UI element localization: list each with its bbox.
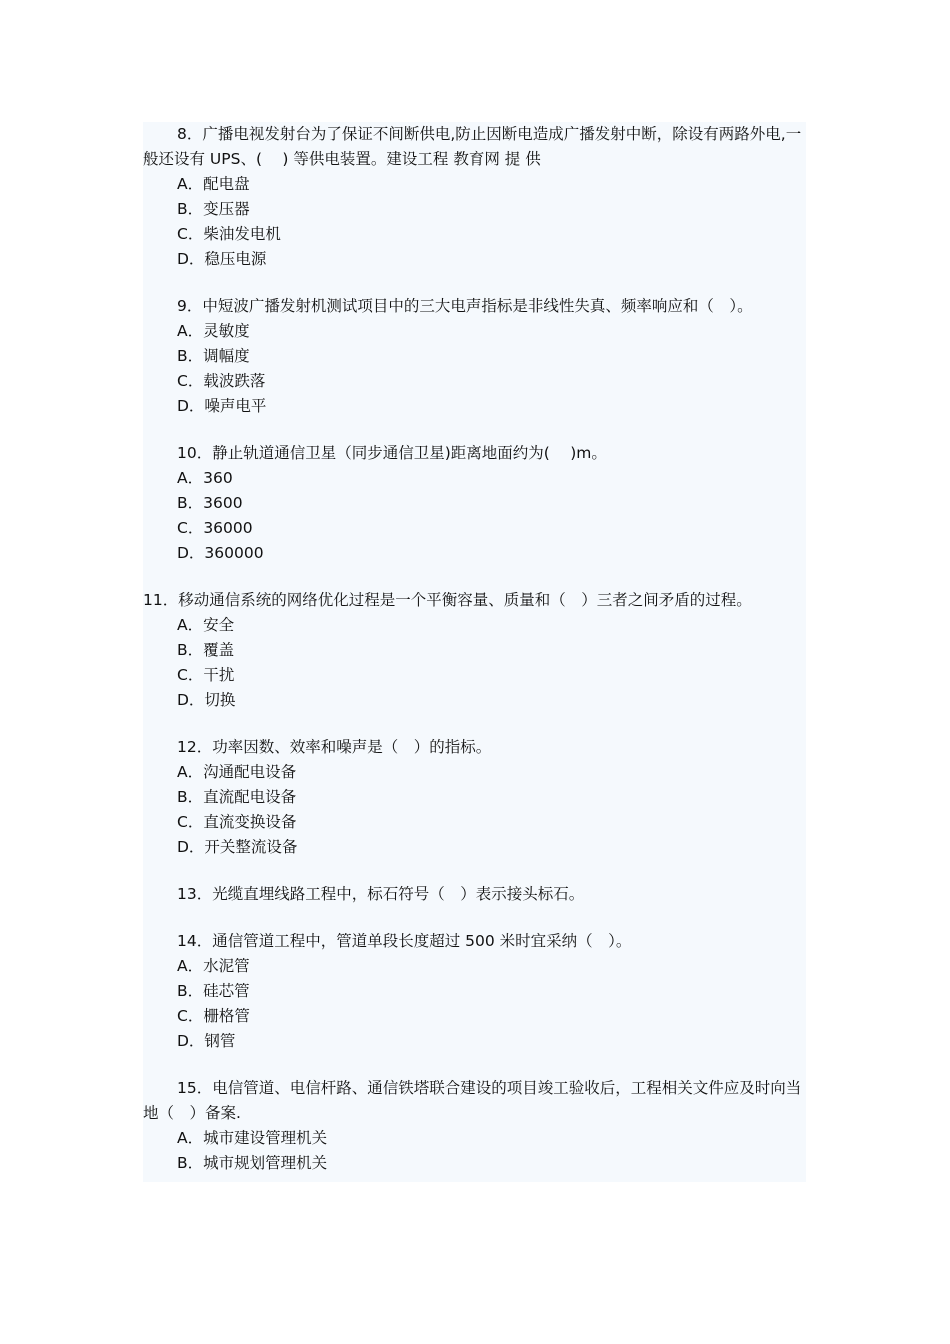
question-stem: 12．功率因数、效率和噪声是（ ）的指标。 <box>177 738 492 756</box>
question-stem: 15．电信管道、电信杆路、通信铁塔联合建设的项目竣工验收后，工程相关文件应及时向当地（ ）备案. <box>143 1079 802 1122</box>
question-stem: 14．通信管道工程中，管道单段长度超过 500 米时宜采纳（ ）。 <box>177 932 632 950</box>
question-14 <box>143 929 806 1054</box>
question-stem: 13．光缆直埋线路工程中，标石符号（ ）表示接头标石。 <box>177 885 585 903</box>
option-d: D．钢管 <box>177 1032 236 1050</box>
option-d: D．稳压电源 <box>177 250 267 268</box>
option-c: C．36000 <box>177 519 253 537</box>
option-d: D．切换 <box>177 691 236 709</box>
option-a: A．360 <box>177 469 233 487</box>
question-stem: 11．移动通信系统的网络优化过程是一个平衡容量、质量和（ ）三者之间矛盾的过程。 <box>143 591 752 609</box>
question-9 <box>143 294 806 419</box>
option-d: D．360000 <box>177 544 264 562</box>
option-a: A．安全 <box>177 616 235 634</box>
option-c: C．柴油发电机 <box>177 225 281 243</box>
option-c: C．干扰 <box>177 666 235 684</box>
option-d: D．噪声电平 <box>177 397 267 415</box>
question-12 <box>143 735 806 860</box>
option-b: B．直流配电设备 <box>177 788 297 806</box>
option-b: B．调幅度 <box>177 347 250 365</box>
option-d: D．开关整流设备 <box>177 838 298 856</box>
option-a: A．水泥管 <box>177 957 250 975</box>
option-b: B．硅芯管 <box>177 982 250 1000</box>
option-c: C．栅格管 <box>177 1007 250 1025</box>
option-b: B．变压器 <box>177 200 250 218</box>
option-a: A．城市建设管理机关 <box>177 1129 328 1147</box>
question-15 <box>143 1076 806 1176</box>
question-13 <box>143 882 806 907</box>
question-8 <box>143 122 806 272</box>
question-stem: 9．中短波广播发射机测试项目中的三大电声指标是非线性失真、频率响应和（ ）。 <box>177 297 753 315</box>
option-c: C．载波跌落 <box>177 372 266 390</box>
question-11 <box>143 588 806 713</box>
exam-document <box>143 122 806 1182</box>
option-c: C．直流变换设备 <box>177 813 297 831</box>
option-b: B．覆盖 <box>177 641 235 659</box>
question-10 <box>143 441 806 566</box>
question-stem: 8．广播电视发射台为了保证不间断供电,防止因断电造成广播发射中断，除设有两路外电,一般还设有 UPS、( ) 等供电装置。建设工程 教育网 提 供 <box>143 125 802 168</box>
question-stem: 10．静止轨道通信卫星（同步通信卫星)距离地面约为( )m。 <box>177 444 607 462</box>
option-a: A．灵敏度 <box>177 322 250 340</box>
option-a: A．配电盘 <box>177 175 250 193</box>
option-b: B．3600 <box>177 494 243 512</box>
option-b: B．城市规划管理机关 <box>177 1154 328 1172</box>
option-a: A．沟通配电设备 <box>177 763 297 781</box>
